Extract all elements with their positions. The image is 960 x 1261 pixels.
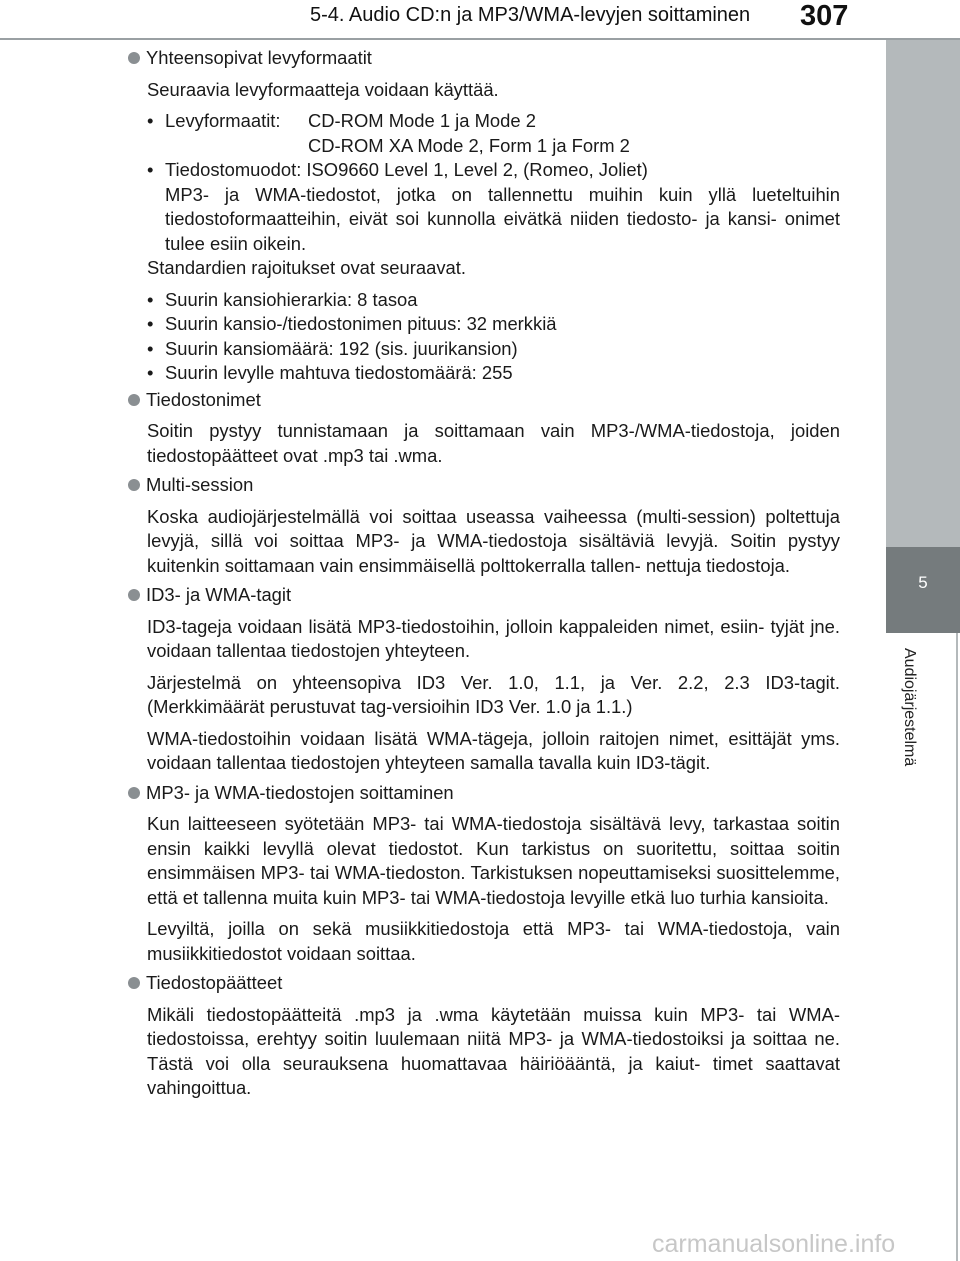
paragraph: Standardien rajoitukset ovat seuraavat. <box>147 257 466 278</box>
page-content <box>128 46 840 1101</box>
format-list <box>128 109 840 256</box>
section-heading-text: Yhteensopivat levyformaatit <box>146 47 372 68</box>
list-item <box>147 158 840 256</box>
section-heading-text: ID3- ja WMA-tagit <box>146 584 292 605</box>
header-divider <box>0 38 960 40</box>
bullet-circle-icon <box>128 52 140 64</box>
file-types: • Tiedostomuodot: ISO9660 Level 1, Level 2, (Romeo, Joliet) <box>165 159 648 180</box>
chapter-label: Audiojärjestelmä <box>901 648 918 767</box>
section-heading-text: MP3- ja WMA-tiedostojen soittaminen <box>146 781 454 803</box>
paragraph: Kun laitteeseen syötetään MP3- tai WMA-tiedostoja sisältävä levy, tarkastaa soitin ensin kaikki levyllä olevat tiedostot. Kun tarkistus on suoritettu, soittaa soitin ensimmäisen MP3- tai WMA-tiedoston. Tarkistuksen nopeuttamiseksi suosittelemme, että et tallenna muita kuin MP3- tai WMA-tiedostoja levyille etkä luo turhia kansioita. <box>147 813 840 908</box>
paragraph: Soitin pystyy tunnistamaan ja soittamaan vain MP3-/WMA-tiedostoja, joiden tiedostopäätteet ovat .mp3 tai .wma. <box>147 420 840 466</box>
paragraph: Levyiltä, joilla on sekä musiikkitiedostoja että MP3- tai WMA-tiedostoja, vain musiikkitiedostot voidaan soittaa. <box>147 918 840 964</box>
section-heading-text: Tiedostonimet <box>146 388 261 410</box>
paragraph: Järjestelmä on yhteensopiva ID3 Ver. 1.0, 1.1, ja Ver. 2.2, 2.3 ID3-tagit. (Merkkimäärät perustuvat tag-versioihin ID3 Ver. 1.0 ja 1.1.) <box>147 671 840 717</box>
section-heading <box>128 971 840 996</box>
formats-label: • Levyformaatit: <box>165 110 281 131</box>
list-item: • Suurin kansio-/tiedostonimen pituus: 32 merkkiä <box>147 312 840 337</box>
paragraph: Seuraavia levyformaatteja voidaan käyttää. <box>147 78 499 100</box>
file-types-note: MP3- ja WMA-tiedostot, jotka on tallennettu muihin kuin yllä lueteltuihin tiedostoformaatteihin, eivät soi kunnolla eivätkä niiden tiedosto- ja kansi- onimet tulee esiin oikein. <box>165 183 840 254</box>
format-value: CD-ROM Mode 1 ja Mode 2 <box>308 110 536 131</box>
section-heading-text: Tiedostopäätteet <box>146 972 283 993</box>
side-tab-inactive <box>886 40 960 547</box>
section-heading <box>128 388 840 413</box>
paragraph: Koska audiojärjestelmällä voi soittaa useassa vaiheessa (multi-session) poltettuja levyjä, sillä voi soittaa MP3- ja WMA-tiedostoja sisältäviä levyjä. Soitin pystyy kuitenkin soittamaan vain ensimmäisellä polttokerralla tallen- nettuja tiedostoja. <box>147 505 840 576</box>
paragraph: WMA-tiedostoihin voidaan lisätä WMA-tägeja, jolloin raitojen nimet, esittäjät yms. voidaan tallentaa tiedostojen yhteyteen samalla tavalla kuin ID3-tägit. <box>147 727 840 773</box>
section-heading <box>128 583 840 608</box>
section-heading <box>128 473 840 498</box>
list-item: • Suurin kansiomäärä: 192 (sis. juurikansion) <box>147 337 840 362</box>
bullet-circle-icon <box>128 787 140 799</box>
chapter-number: 5 <box>918 573 928 592</box>
page-header <box>0 0 960 40</box>
paragraph: ID3-tageja voidaan lisätä MP3-tiedostoihin, jolloin kappaleiden nimet, esiin- tyjät jne. voidaan tallentaa tiedostojen yhteyteen. <box>147 615 840 661</box>
list-item <box>147 109 840 158</box>
format-value: CD-ROM XA Mode 2, Form 1 ja Form 2 <box>308 134 630 156</box>
limits-list <box>128 288 840 386</box>
bullet-circle-icon <box>128 394 140 406</box>
page-number: 307 <box>800 0 849 32</box>
paragraph: Mikäli tiedostopäätteitä .mp3 ja .wma käytetään muissa kuin MP3- tai WMA-tiedostoissa, erehtyy soitin luulemaan niitä MP3- ja WMA-tiedostoiksi ja soittaa ne. Tästä voi olla seurauksena huomattavaa häiriöääntä, ja kaiut- timet saattavat vahingoittua. <box>147 1003 840 1098</box>
list-item: • Suurin levylle mahtuva tiedostomäärä: 255 <box>147 361 840 386</box>
section-title: 5-4. Audio CD:n ja MP3/WMA-levyjen soittaminen <box>310 4 751 26</box>
section-heading <box>128 46 840 71</box>
section-heading-text: Multi-session <box>146 474 254 495</box>
bullet-circle-icon <box>128 977 140 989</box>
list-item: • Suurin kansiohierarkia: 8 tasoa <box>147 288 840 313</box>
section-heading <box>128 781 840 806</box>
bullet-circle-icon <box>128 589 140 601</box>
bullet-circle-icon <box>128 479 140 491</box>
watermark: carmanualsonline.info <box>652 1230 896 1258</box>
